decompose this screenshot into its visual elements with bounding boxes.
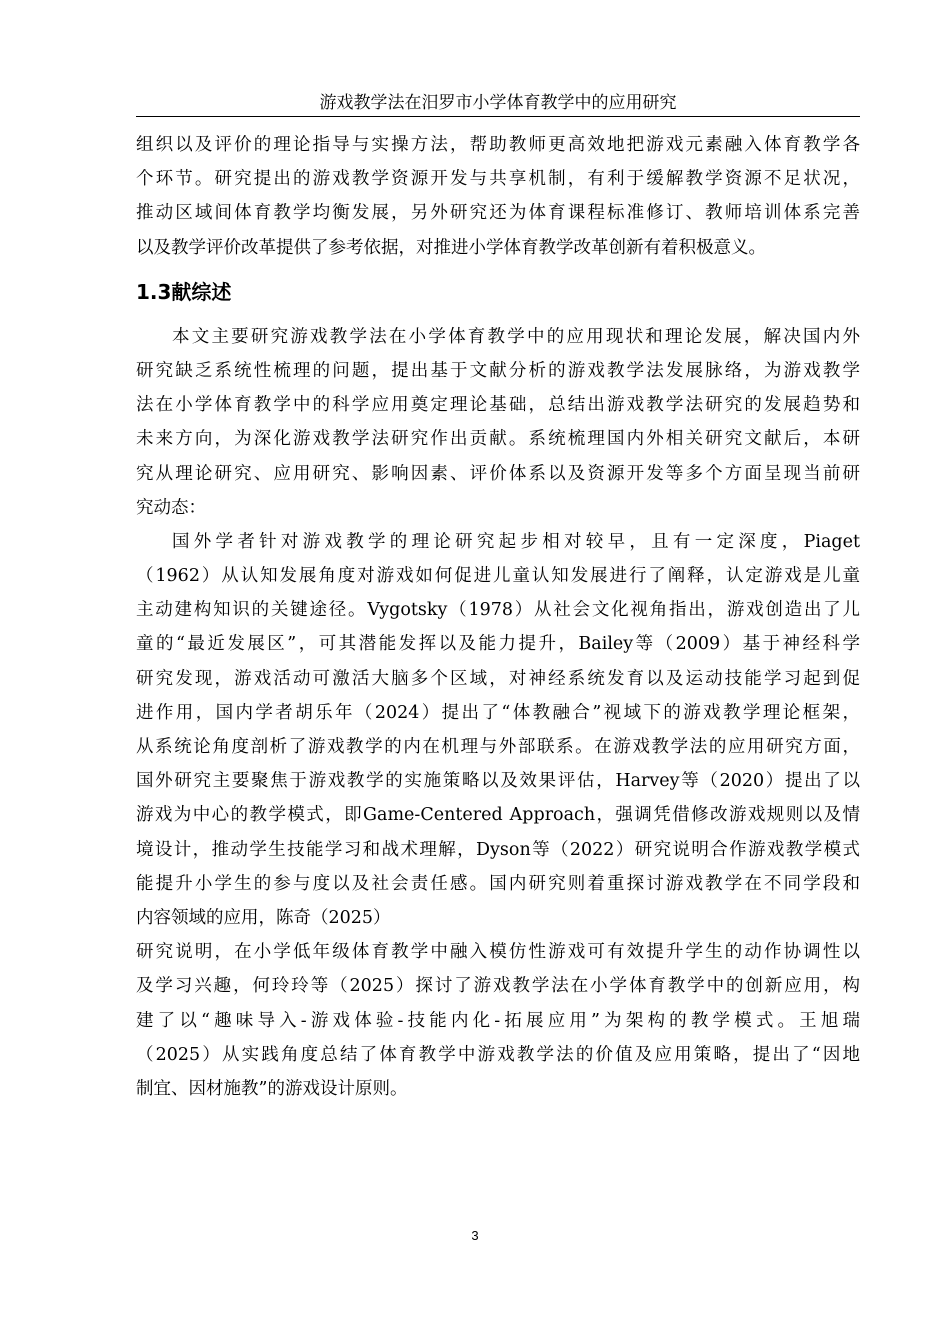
text-line: 推动区域间体育教学均衡发展，另外研究还为体育课程标准修订、教师培训体系完善 <box>136 203 860 224</box>
text-line: 个环节。研究提出的游戏教学资源开发与共享机制，有利于缓解教学资源不足状况， <box>136 169 860 190</box>
document-body <box>136 128 860 1106</box>
text-line: 法在小学体育教学中的科学应用奠定理论基础，总结出游戏教学法研究的发展趋势和 <box>136 395 860 416</box>
text-line: 从系统论角度剖析了游戏教学的内在机理与外部联系。在游戏教学法的应用研究方面， <box>136 737 860 757</box>
text-line: 究动态： <box>136 497 206 518</box>
text-line: （1962）从认知发展角度对游戏如何促进儿童认知发展进行了阐释，认定游戏是儿童 <box>136 566 860 587</box>
running-header: 游戏教学法在汨罗市小学体育教学中的应用研究 <box>319 93 677 113</box>
text-line: （2025）从实践角度总结了体育教学中游戏教学法的价值及应用策略，提出了“因地 <box>136 1044 860 1065</box>
text-line: 能提升小学生的参与度以及社会责任感。国内研究则着重探讨游戏教学在不同学段和 <box>136 873 860 894</box>
text-line: 研究发现，游戏活动可激活大脑多个区域，对神经系统发育以及运动技能学习起到促 <box>136 668 860 689</box>
text-line: 未来方向，为深化游戏教学法研究作出贡献。系统梳理国内外相关研究文献后，本研 <box>136 429 860 450</box>
paragraph-2 <box>136 320 860 525</box>
text-line: 本文主要研究游戏教学法在小学体育教学中的应用现状和理论发展，解决国内外 <box>172 326 860 347</box>
text-line: 究从理论研究、应用研究、影响因素、评价体系以及资源开发等多个方面呈现当前研 <box>136 463 860 484</box>
text-line: 内容领域的应用，陈奇（2025） <box>136 907 391 928</box>
paragraph-1 <box>136 128 860 265</box>
text-line: 进作用，国内学者胡乐年（2024）提出了“体教融合”视域下的游戏教学理论框架， <box>136 702 860 723</box>
text-line: 研究缺乏系统性梳理的问题，提出基于文献分析的游戏教学法发展脉络，为游戏教学 <box>136 360 860 381</box>
text-line: 以及教学评价改革提供了参考依据，对推进小学体育教学改革创新有着积极意义。 <box>136 237 766 258</box>
text-line: 国外学者针对游戏教学的理论研究起步相对较早，且有一定深度，Piaget <box>172 531 860 552</box>
paragraph-3 <box>136 525 860 935</box>
section-heading: 1.3献综述 <box>136 279 232 304</box>
text-line: 童的“最近发展区”，可其潜能发挥以及能力提升，Bailey等（2009）基于神经科学 <box>136 634 860 655</box>
header-rule <box>136 116 860 117</box>
text-line: 研究说明，在小学低年级体育教学中融入模仿性游戏可有效提升学生的动作协调性以 <box>136 942 860 963</box>
paragraph-4 <box>136 935 860 1106</box>
text-line: 主动建构知识的关键途径。Vygotsky（1978）从社会文化视角指出，游戏创造出了儿 <box>136 600 860 621</box>
page-number: 3 <box>471 1228 479 1243</box>
text-line: 建了以“趣味导入-游戏体验-技能内化-拓展应用”为架构的教学模式。王旭瑞 <box>136 1010 860 1031</box>
text-line: 制宜、因材施教”的游戏设计原则。 <box>136 1078 408 1099</box>
text-line: 国外研究主要聚焦于游戏教学的实施策略以及效果评估，Harvey等（2020）提出了以 <box>136 771 860 792</box>
text-line: 游戏为中心的教学模式，即Game-Centered Approach，强调凭借修改游戏规则以及情 <box>136 805 860 826</box>
text-line: 及学习兴趣，何玲玲等（2025）探讨了游戏教学法在小学体育教学中的创新应用，构 <box>136 976 860 997</box>
text-line: 组织以及评价的理论指导与实操方法，帮助教师更高效地把游戏元素融入体育教学各 <box>136 135 860 155</box>
text-line: 境设计，推动学生技能学习和战术理解，Dyson等（2022）研究说明合作游戏教学模式 <box>136 839 860 860</box>
